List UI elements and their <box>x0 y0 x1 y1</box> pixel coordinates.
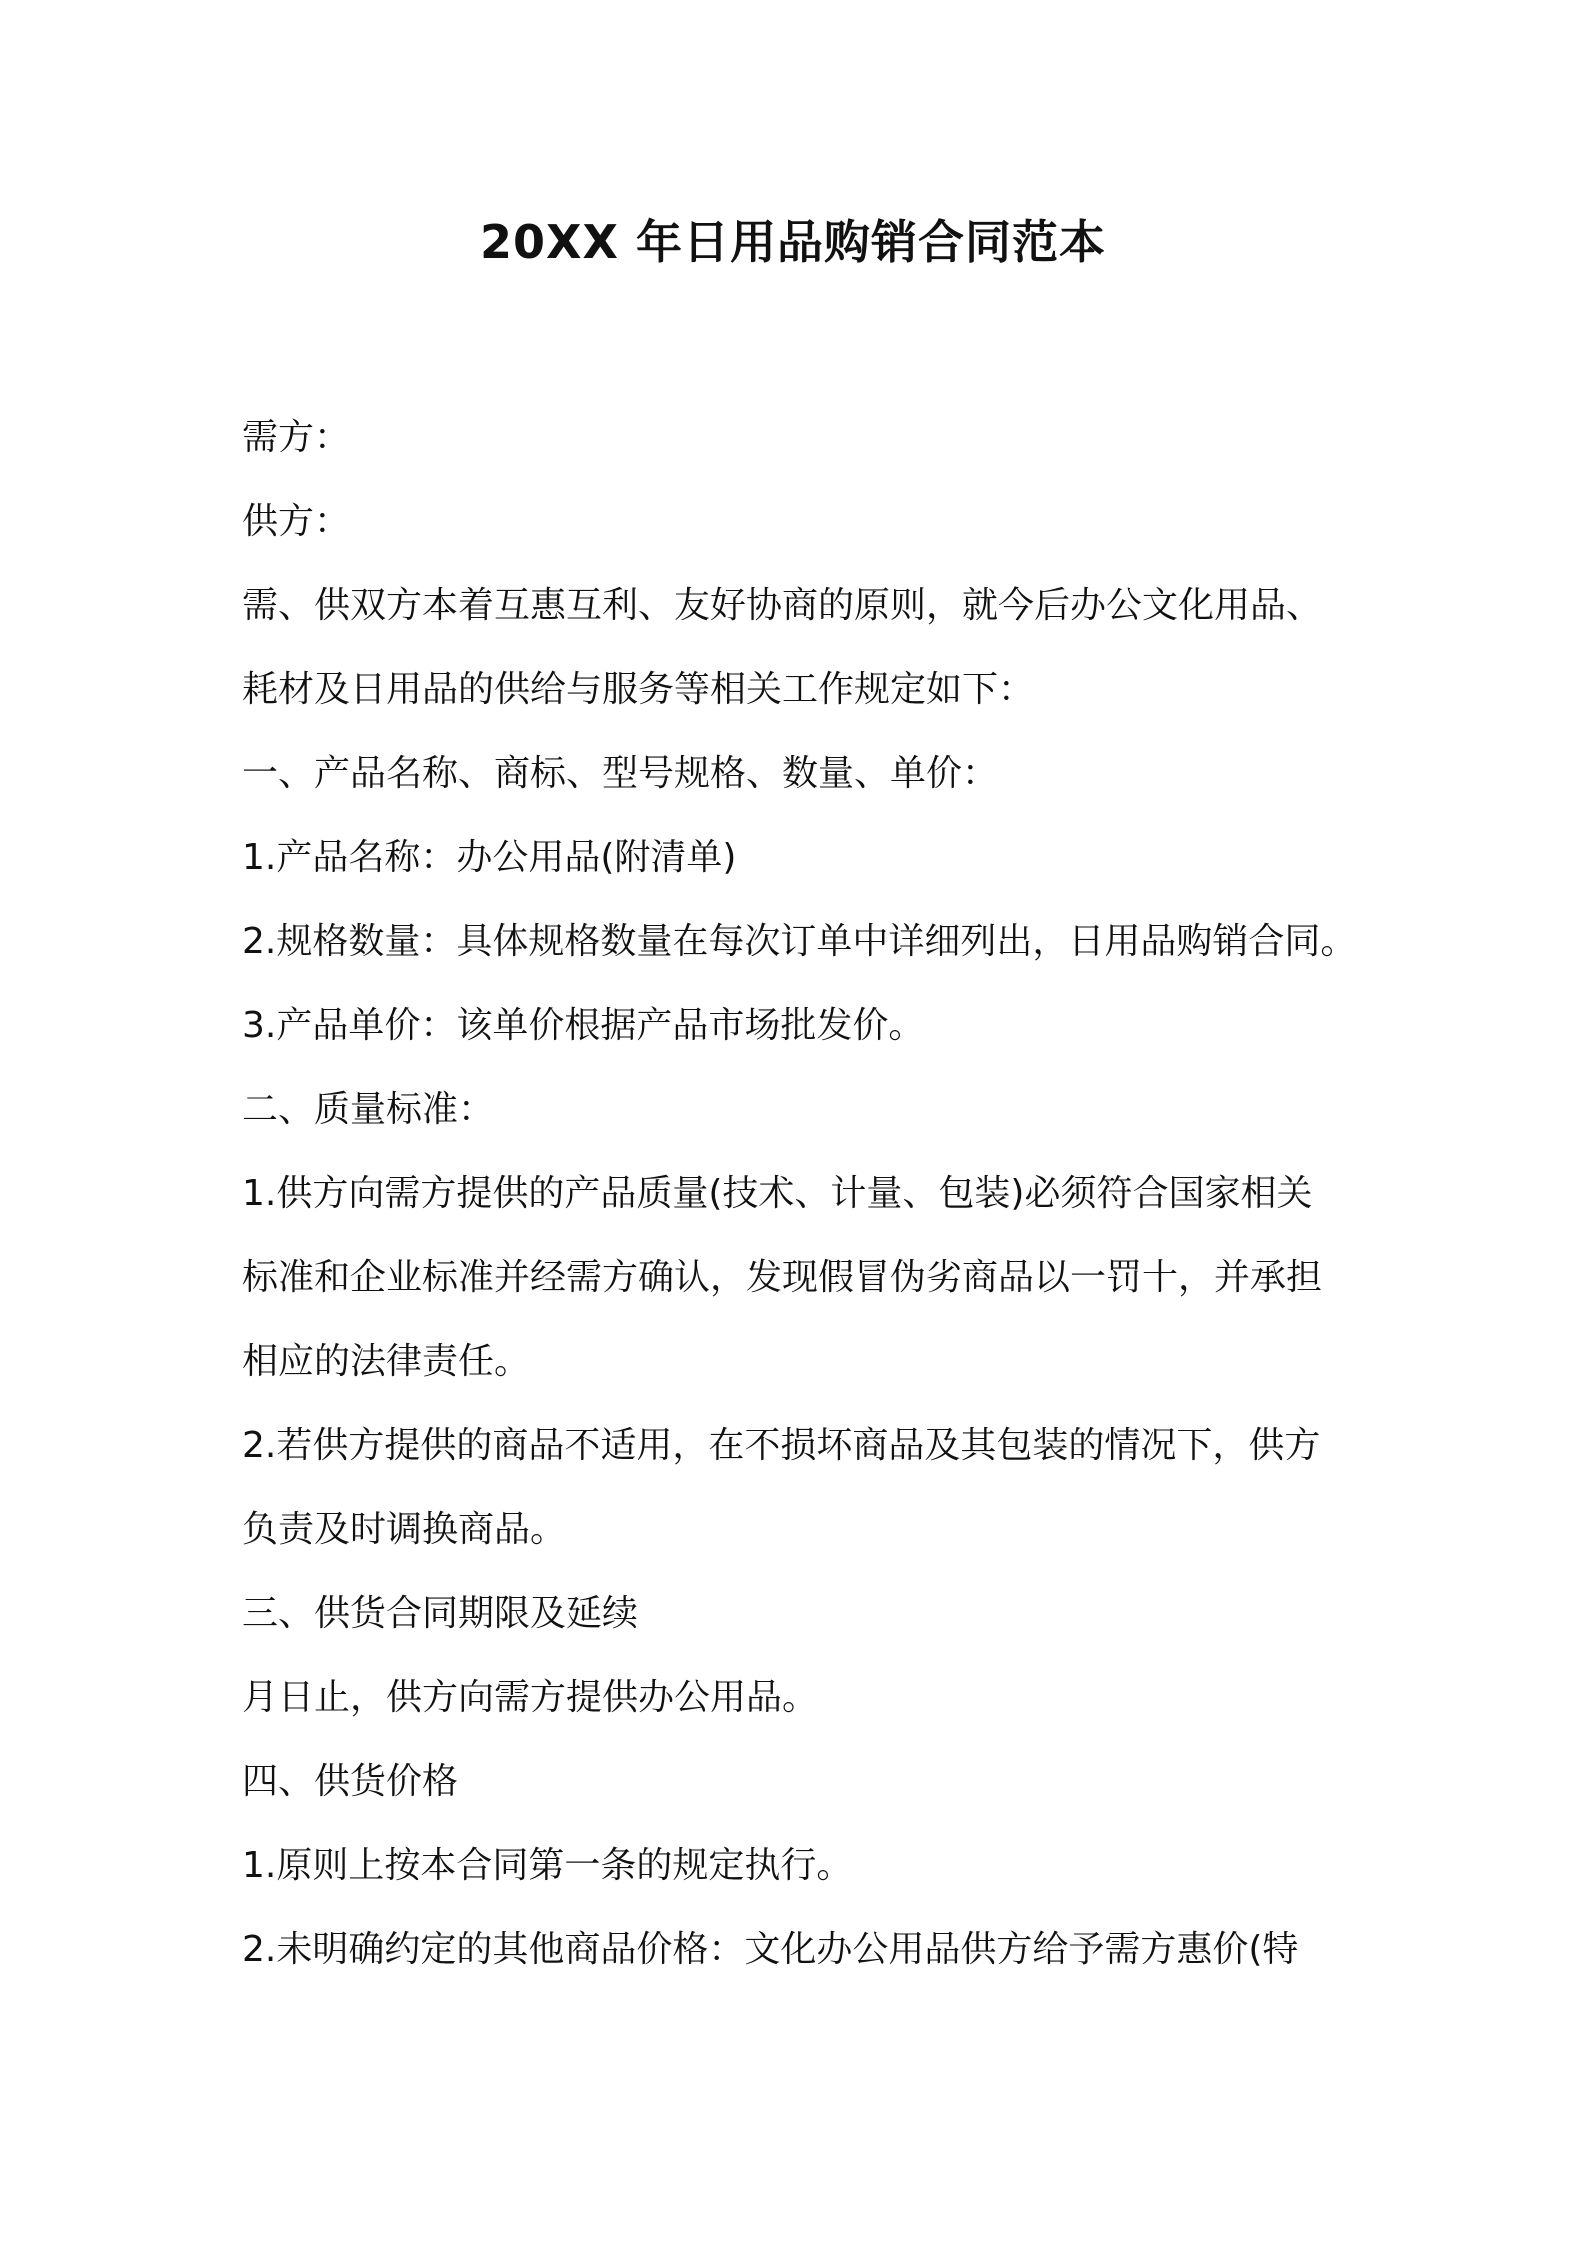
text-line: 3.产品单价：该单价根据产品市场批发价。 <box>242 1005 925 1046</box>
document-title: 20XX 年日用品购销合同范本 <box>480 215 1106 269</box>
document-body <box>242 408 1362 2004</box>
text-line: 1.供方向需方提供的产品质量(技术、计量、包装)必须符合国家相关 <box>242 1173 1313 1214</box>
text-line: 需方： <box>242 417 351 458</box>
text-line: 标准和企业标准并经需方确认，发现假冒伪劣商品以一罚十，并承担 <box>242 1257 1323 1298</box>
section-heading: 四、供货价格 <box>242 1761 459 1802</box>
text-line: 供方： <box>242 501 351 542</box>
section-heading: 三、供货合同期限及延续 <box>242 1593 639 1634</box>
text-line: 2.未明确约定的其他商品价格：文化办公用品供方给予需方惠价(特 <box>242 1929 1299 1970</box>
text-line: 相应的法律责任。 <box>242 1341 531 1382</box>
text-line: 需、供双方本着互惠互利、友好协商的原则，就今后办公文化用品、 <box>242 585 1323 626</box>
text-line: 月日止，供方向需方提供办公用品。 <box>242 1677 819 1718</box>
text-line: 1.原则上按本合同第一条的规定执行。 <box>242 1845 853 1886</box>
text-line: 2.规格数量：具体规格数量在每次订单中详细列出，日用品购销合同。 <box>242 921 1357 962</box>
section-heading: 一、产品名称、商标、型号规格、数量、单价： <box>242 753 999 794</box>
text-line: 2.若供方提供的商品不适用，在不损坏商品及其包装的情况下，供方 <box>242 1425 1321 1466</box>
text-line: 1.产品名称：办公用品(附清单) <box>242 837 737 878</box>
text-line: 耗材及日用品的供给与服务等相关工作规定如下： <box>242 669 1035 710</box>
section-heading: 二、质量标准： <box>242 1089 495 1130</box>
text-line: 负责及时调换商品。 <box>242 1509 567 1550</box>
